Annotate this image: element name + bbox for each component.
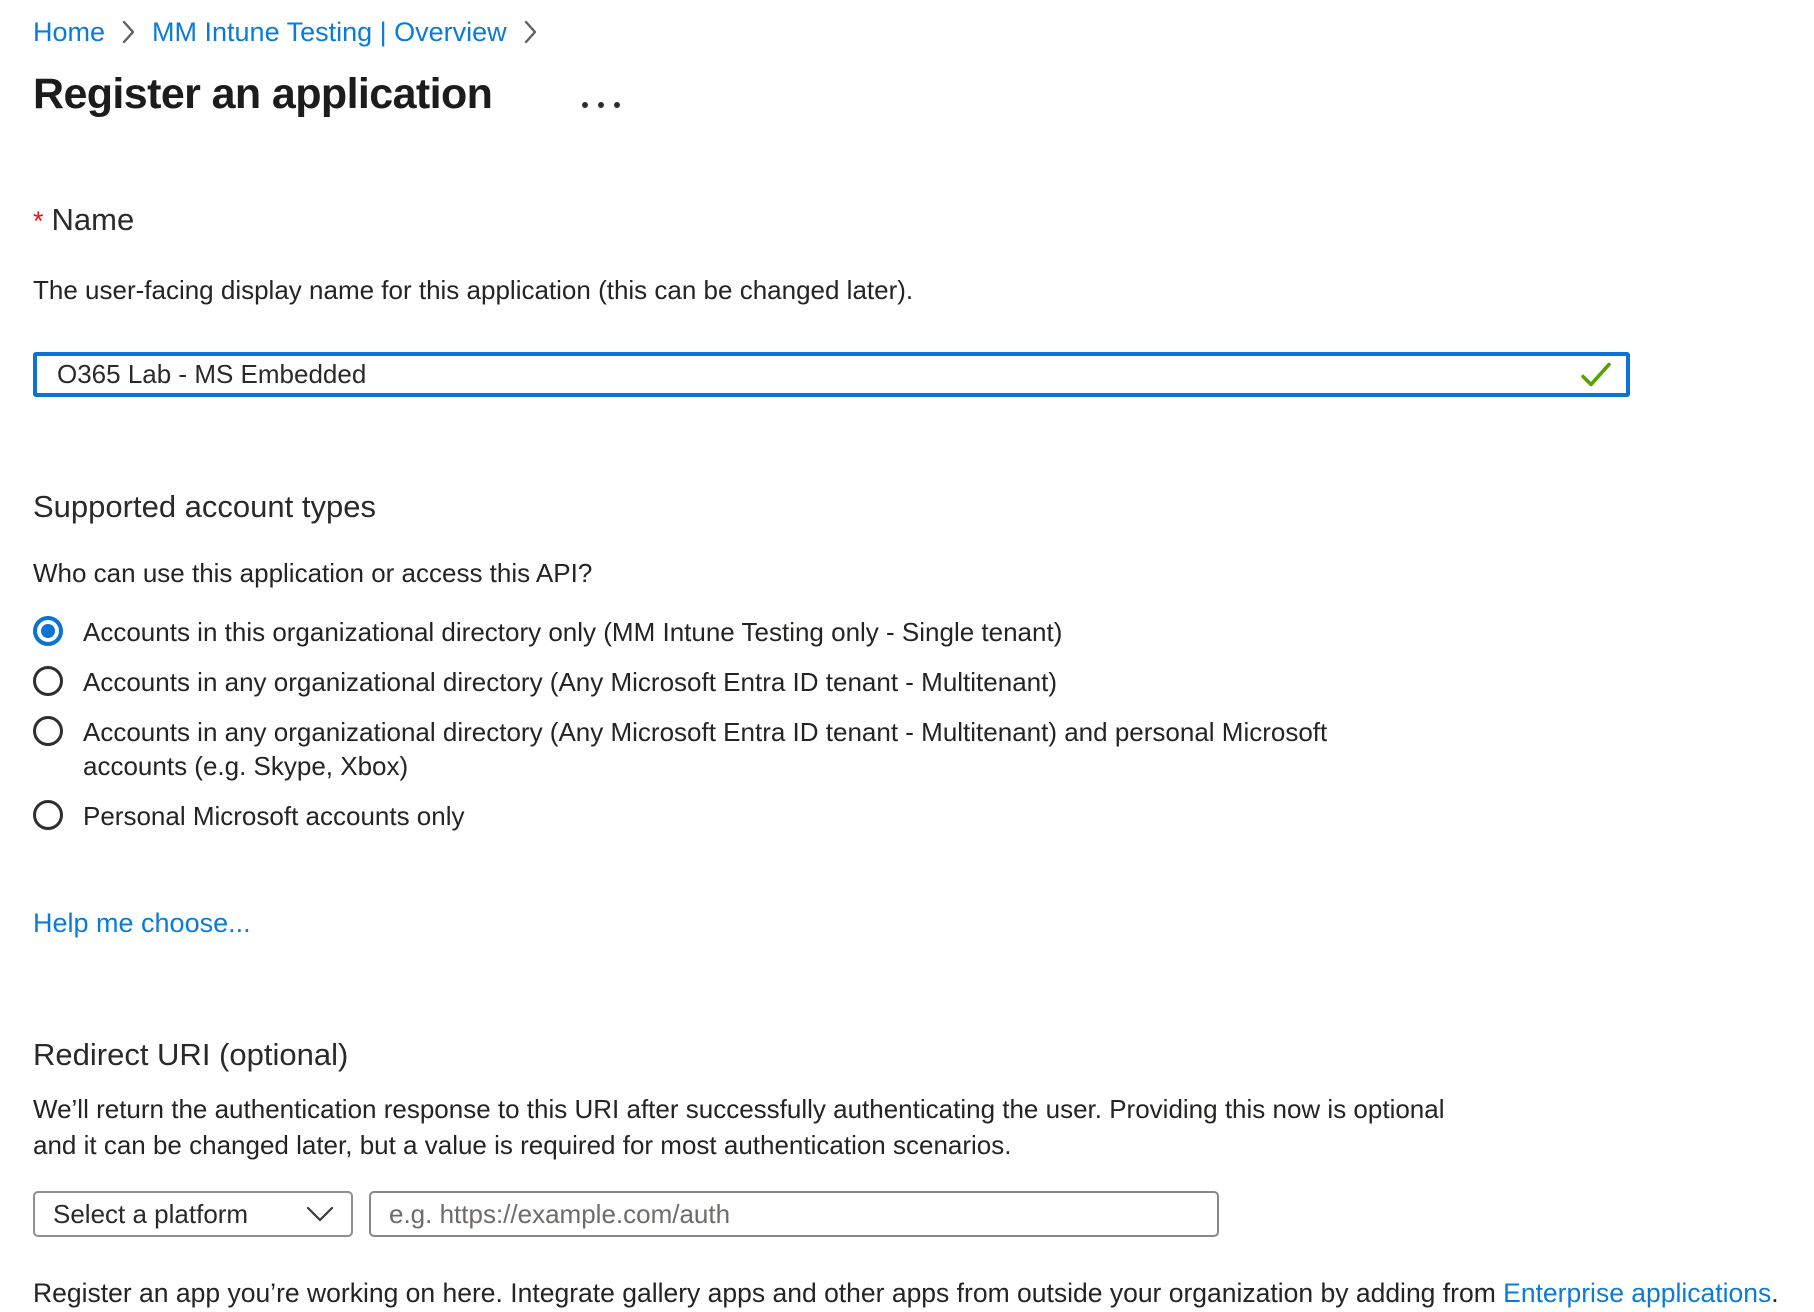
radio-option-personal-only[interactable]	[33, 799, 1781, 833]
radio-label: Accounts in any organizational directory (Any Microsoft Entra ID tenant - Multitenant) and personal Microsoft accounts (e.g. Skype, Xbox)	[83, 717, 1328, 781]
ellipsis-icon	[598, 102, 604, 108]
account-types-question: Who can use this application or access this API?	[33, 558, 593, 588]
platform-select-value: Select a platform	[53, 1198, 249, 1229]
page-title: Register an application	[33, 70, 493, 118]
radio-label: Accounts in this organizational directory only (MM Intune Testing only - Single tenant)	[83, 617, 1063, 647]
name-label: Name	[51, 202, 135, 237]
breadcrumb-home[interactable]: Home	[33, 17, 106, 47]
chevron-right-icon	[523, 19, 538, 45]
radio-label: Accounts in any organizational directory (Any Microsoft Entra ID tenant - Multitenant)	[83, 667, 1057, 697]
radio-label: Personal Microsoft accounts only	[83, 801, 465, 831]
redirect-uri-heading: Redirect URI (optional)	[33, 1037, 349, 1072]
ellipsis-icon	[582, 102, 588, 108]
ellipsis-icon	[614, 102, 620, 108]
redirect-uri-description: We’ll return the authentication response to this URI after successfully authenticating the user. Providing this now is optional and it can be changed later, but a value is required for most authentication scenarios.	[33, 1094, 1445, 1160]
valid-checkmark-icon	[1580, 361, 1612, 388]
redirect-uri-input[interactable]	[369, 1191, 1219, 1237]
radio-button[interactable]	[33, 616, 63, 646]
footer-period: .	[1771, 1278, 1779, 1308]
breadcrumb	[33, 16, 1781, 48]
radio-option-single-tenant[interactable]	[33, 615, 1781, 649]
name-description: The user-facing display name for this application (this can be changed later).	[33, 275, 914, 305]
redirect-uri-fields	[33, 1191, 1781, 1237]
radio-option-multitenant[interactable]	[33, 665, 1781, 699]
account-type-radio-group	[33, 615, 1781, 833]
platform-select[interactable]	[33, 1191, 353, 1237]
context-menu-button[interactable]	[578, 102, 624, 118]
radio-button[interactable]	[33, 716, 63, 746]
enterprise-applications-link[interactable]: Enterprise applications	[1503, 1278, 1772, 1308]
footer-text: Register an app you’re working on here. Integrate gallery apps and other apps from outside your organization by adding from	[33, 1278, 1504, 1308]
radio-button[interactable]	[33, 800, 63, 830]
footer-note	[33, 1277, 1781, 1309]
name-input[interactable]	[33, 352, 1630, 397]
breadcrumb-overview[interactable]: MM Intune Testing | Overview	[152, 17, 507, 47]
help-me-choose-link[interactable]: Help me choose...	[33, 908, 251, 938]
supported-account-types-heading: Supported account types	[33, 489, 376, 524]
radio-button[interactable]	[33, 666, 63, 696]
name-section-heading	[33, 200, 1781, 240]
chevron-down-icon	[305, 1206, 335, 1222]
radio-option-multitenant-personal[interactable]	[33, 715, 1781, 783]
title-row	[33, 70, 1781, 118]
name-input-wrap	[33, 352, 1630, 397]
required-asterisk: *	[33, 206, 44, 236]
chevron-right-icon	[121, 19, 136, 45]
